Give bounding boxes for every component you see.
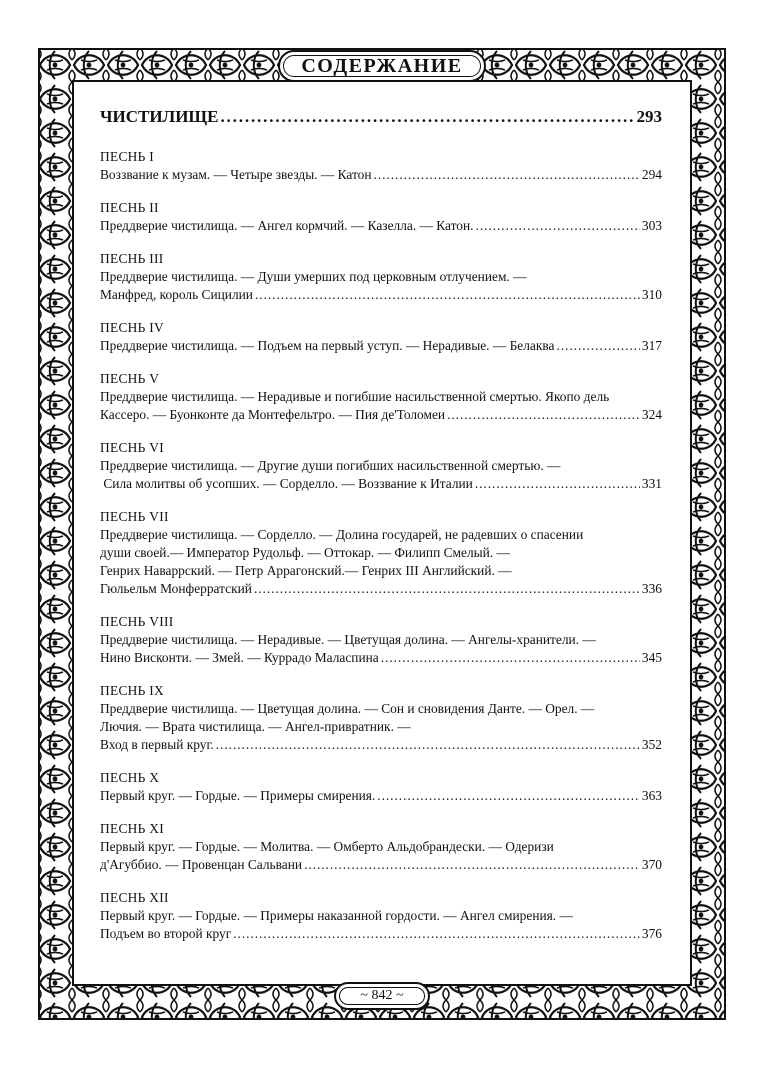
canto-summary-text: Манфред, король Сицилии xyxy=(100,287,253,302)
leader-dots xyxy=(216,736,640,754)
canto-page: 363 xyxy=(641,788,662,803)
toc-entry[interactable] xyxy=(100,682,662,754)
canto-summary-line: Преддверие чистилища. — Другие души погибших насильственной смертью. — xyxy=(100,458,561,473)
toc-entry[interactable] xyxy=(100,199,662,235)
canto-summary-last-line xyxy=(100,166,662,184)
canto-summary-text: Кассеро. — Буонконте да Монтефельтро. — Пия де'Толомеи xyxy=(100,407,446,422)
canto-summary-last-line xyxy=(100,217,662,235)
leader-dots xyxy=(233,925,640,943)
canto-title: ПЕСНЬ IX xyxy=(100,683,165,698)
canto-title: ПЕСНЬ II xyxy=(100,200,159,215)
toc-list xyxy=(100,108,662,958)
canto-summary-text: Подъем во второй круг xyxy=(100,926,232,941)
canto-page: 303 xyxy=(641,218,662,233)
canto-summary-last-line xyxy=(100,787,662,805)
canto-summary-text: Сила молитвы об усопших. — Сорделло. — Воззвание к Италии xyxy=(100,476,473,491)
canto-summary-last-line xyxy=(100,475,662,493)
canto-summary-last-line xyxy=(100,580,662,598)
canto-summary-last-line xyxy=(100,286,662,304)
toc-entry[interactable] xyxy=(100,370,662,424)
canto-page: 324 xyxy=(641,407,662,422)
canto-page: 336 xyxy=(641,581,662,596)
canto-page: 331 xyxy=(641,476,662,491)
canto-page: 376 xyxy=(641,926,662,941)
leader-dots xyxy=(447,406,640,424)
toc-entry[interactable] xyxy=(100,148,662,184)
toc-entry[interactable] xyxy=(100,439,662,493)
part-heading[interactable] xyxy=(100,108,662,134)
canto-summary-last-line xyxy=(100,736,662,754)
canto-page: 370 xyxy=(641,857,662,872)
canto-summary-last-line xyxy=(100,925,662,943)
canto-summary-text: Первый круг. — Гордые. — Примеры смирения. xyxy=(100,788,376,803)
canto-page: 310 xyxy=(641,287,662,302)
canto-title: ПЕСНЬ V xyxy=(100,371,160,386)
canto-summary-last-line xyxy=(100,406,662,424)
canto-summary-text: Воззвание к музам. — Четыре звезды. — Катон xyxy=(100,167,372,182)
leader-dots xyxy=(556,337,639,355)
canto-summary-line: Генрих Наваррский. — Петр Аррагонский.— Генрих III Английский. — xyxy=(100,563,512,578)
page-number-cartouche xyxy=(334,982,430,1010)
canto-title: ПЕСНЬ VII xyxy=(100,509,169,524)
title-cartouche xyxy=(278,50,486,82)
page-title: СОДЕРЖАНИЕ xyxy=(301,54,463,77)
canto-summary-line: Первый круг. — Гордые. — Примеры наказанной гордости. — Ангел смирения. — xyxy=(100,908,573,923)
canto-summary-line: Лючия. — Врата чистилища. — Ангел-привратник. — xyxy=(100,719,411,734)
canto-summary-text: д'Агуббио. — Провенцан Сальвани xyxy=(100,857,303,872)
toc-entry[interactable] xyxy=(100,319,662,355)
canto-summary-line: души своей.— Император Рудольф. — Оттокар. — Филипп Смелый. — xyxy=(100,545,510,560)
leader-dots xyxy=(374,166,640,184)
part-title: ЧИСТИЛИЩЕ xyxy=(100,107,219,126)
canto-summary-last-line xyxy=(100,856,662,874)
canto-title: ПЕСНЬ XII xyxy=(100,890,169,905)
canto-page: 345 xyxy=(641,650,662,665)
toc-entry[interactable] xyxy=(100,613,662,667)
canto-summary-line: Преддверие чистилища. — Сорделло. — Долина государей, не радевших о спасении xyxy=(100,527,584,542)
leader-dots xyxy=(476,217,640,235)
canto-title: ПЕСНЬ IV xyxy=(100,320,165,335)
canto-summary-text: Гюльельм Монферратский xyxy=(100,581,252,596)
canto-page: 352 xyxy=(641,737,662,752)
canto-summary-last-line xyxy=(100,337,662,355)
toc-entry[interactable] xyxy=(100,769,662,805)
canto-title: ПЕСНЬ VI xyxy=(100,440,165,455)
toc-entry[interactable] xyxy=(100,820,662,874)
canto-summary-text: Вход в первый круг. xyxy=(100,737,214,752)
canto-summary-text: Нино Висконти. — Змей. — Куррадо Маласпина xyxy=(100,650,379,665)
leader-dots xyxy=(475,475,640,493)
part-page: 293 xyxy=(636,107,662,126)
canto-title: ПЕСНЬ I xyxy=(100,149,155,164)
toc-entry[interactable] xyxy=(100,250,662,304)
toc-entry[interactable] xyxy=(100,508,662,598)
leader-dots xyxy=(381,649,640,667)
canto-summary-text: Преддверие чистилища. — Ангел кормчий. — Казелла. — Катон. xyxy=(100,218,474,233)
canto-title: ПЕСНЬ XI xyxy=(100,821,165,836)
leader-dots xyxy=(255,286,640,304)
toc-entry[interactable] xyxy=(100,889,662,943)
canto-summary-line: Первый круг. — Гордые. — Молитва. — Омберто Альдобрандески. — Одеризи xyxy=(100,839,554,854)
canto-title: ПЕСНЬ III xyxy=(100,251,164,266)
leader-dots xyxy=(304,856,640,874)
leader-dots xyxy=(254,580,640,598)
canto-summary-line: Преддверие чистилища. — Цветущая долина. — Сон и сновидения Данте. — Орел. — xyxy=(100,701,595,716)
canto-summary-line: Преддверие чистилища. — Нерадивые. — Цветущая долина. — Ангелы-хранители. — xyxy=(100,632,596,647)
page-number: ~ 842 ~ xyxy=(360,988,404,1003)
leader-dots xyxy=(220,108,634,126)
canto-summary-last-line xyxy=(100,649,662,667)
leader-dots xyxy=(377,787,640,805)
canto-title: ПЕСНЬ VIII xyxy=(100,614,174,629)
canto-summary-line: Преддверие чистилища. — Души умерших под церковным отлучением. — xyxy=(100,269,527,284)
canto-title: ПЕСНЬ X xyxy=(100,770,160,785)
canto-page: 317 xyxy=(641,338,662,353)
canto-page: 294 xyxy=(641,167,662,182)
canto-summary-text: Преддверие чистилища. — Подъем на первый уступ. — Нерадивые. — Белаква xyxy=(100,338,555,353)
canto-summary-line: Преддверие чистилища. — Нерадивые и погибшие насильственной смертью. Якопо дель xyxy=(100,389,610,404)
